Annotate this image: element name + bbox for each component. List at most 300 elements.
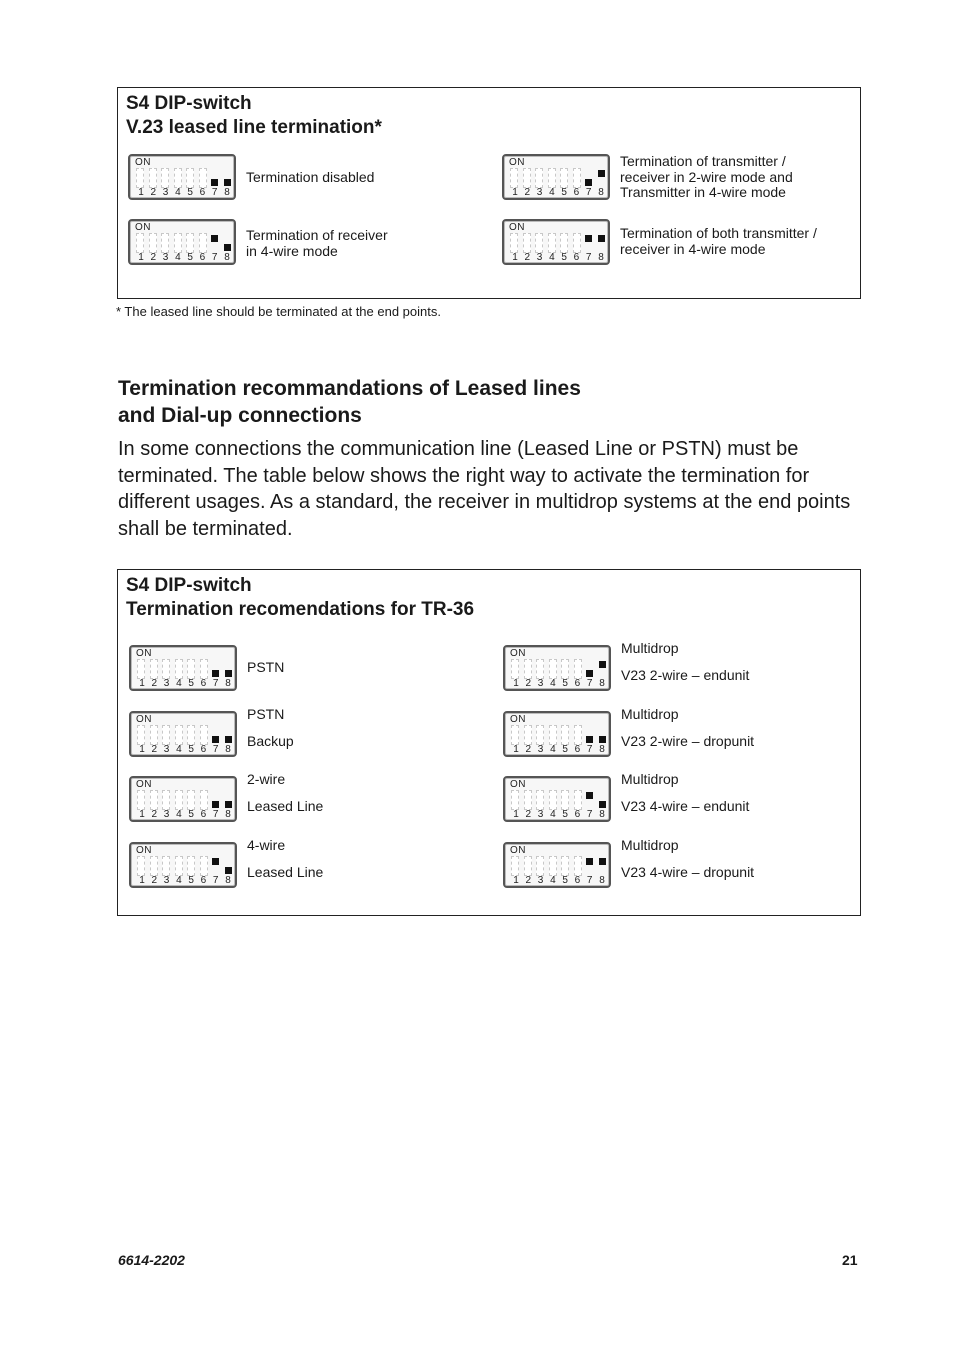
dip-number: 8 — [225, 678, 231, 689]
dip-slot-5 — [560, 168, 568, 188]
dip-slot-7 — [586, 725, 594, 745]
dip-numbers — [509, 187, 607, 198]
v23-title-line2: V.23 leased line termination* — [126, 117, 382, 138]
dip-number: 8 — [225, 809, 231, 820]
dip-number: 2 — [151, 809, 158, 820]
dip-number: 6 — [574, 809, 581, 820]
dip-slot-6 — [200, 725, 208, 745]
dip-switch — [129, 711, 237, 757]
dip-number: 8 — [598, 187, 604, 198]
dip-slot-8 — [599, 659, 607, 679]
dip-number: 6 — [200, 743, 207, 755]
dip-number: 5 — [188, 874, 194, 886]
dip-number: 7 — [212, 874, 219, 886]
dip-numbers — [136, 809, 234, 820]
dip-slot-2 — [524, 790, 532, 810]
dip-slot-1 — [137, 659, 145, 679]
dip-slot-2 — [523, 168, 531, 188]
dip-slot-1 — [511, 790, 519, 810]
dip-slot-3 — [162, 725, 170, 745]
dip-knob-7 — [211, 179, 218, 186]
dip-number: 4 — [550, 874, 556, 886]
dip-numbers — [510, 678, 608, 689]
dip-slot-5 — [561, 856, 569, 876]
dip-slot-1 — [511, 725, 519, 745]
dip-number: 3 — [163, 743, 170, 755]
dip-number: 5 — [562, 874, 568, 886]
dip-number: 5 — [187, 252, 193, 263]
dip-knob-8 — [225, 801, 232, 808]
dip-knob-8 — [598, 170, 605, 177]
tr36-option-line2: Leased Line — [247, 863, 324, 880]
dip-slot-5 — [187, 659, 195, 679]
dip-number: 4 — [550, 809, 556, 820]
dip-switch — [502, 219, 610, 265]
dip-slot-8 — [224, 233, 232, 253]
dip-number: 6 — [573, 252, 580, 263]
v23-option-label-line: Termination disabled — [246, 169, 375, 185]
dip-slot-3 — [536, 856, 544, 876]
dip-on-label: ON — [136, 779, 152, 790]
dip-slot-7 — [212, 659, 220, 679]
dip-switch — [503, 776, 611, 822]
dip-slot-1 — [511, 659, 519, 679]
v23-option-label-line: Termination of receiver — [246, 227, 388, 243]
dip-number: 1 — [513, 809, 519, 820]
page-number: 21 — [842, 1252, 858, 1268]
dip-number: 3 — [537, 874, 544, 886]
dip-number: 7 — [586, 678, 593, 689]
dip-slot-4 — [549, 659, 557, 679]
dip-on-label: ON — [510, 648, 526, 659]
dip-number: 7 — [585, 187, 592, 198]
dip-number: 6 — [573, 187, 580, 198]
dip-slot-3 — [535, 233, 543, 253]
dip-numbers — [136, 678, 234, 689]
dip-number: 4 — [549, 187, 555, 198]
dip-slot-6 — [200, 790, 208, 810]
dip-slot-8 — [599, 725, 607, 745]
dip-on-label: ON — [509, 222, 525, 233]
dip-number: 2 — [525, 678, 532, 689]
dip-number: 7 — [212, 678, 219, 689]
dip-knob-8 — [225, 867, 232, 874]
tr36-option-line1: Multidrop — [621, 705, 679, 722]
tr36-option-label — [247, 832, 323, 886]
dip-knob-7 — [585, 179, 592, 186]
dip-number: 8 — [225, 874, 231, 886]
dip-number: 7 — [211, 187, 218, 198]
dip-slot-8 — [599, 790, 607, 810]
dip-on-label: ON — [136, 648, 152, 659]
dip-slot-7 — [212, 725, 220, 745]
section-heading-line1: Termination recommandations of Leased lines — [118, 377, 581, 400]
dip-slot-4 — [175, 856, 183, 876]
tr36-title-line2: Termination recomendations for TR-36 — [126, 599, 475, 620]
tr36-termination-box — [117, 569, 861, 916]
dip-slot-8 — [224, 168, 232, 188]
dip-number: 3 — [163, 678, 170, 689]
dip-knob-8 — [225, 670, 232, 677]
dip-on-label: ON — [510, 713, 526, 725]
dip-slot-8 — [598, 233, 606, 253]
dip-knob-7 — [586, 792, 593, 799]
dip-slot-4 — [548, 168, 556, 188]
dip-slot-5 — [561, 790, 569, 810]
section-paragraph: In some connections the communication line (Leased Line or PSTN) must be terminated. The table below shows the right way to activate the termination for different usages. As a standard, the receiver in multidrop systems at the end points shall be terminated. — [118, 438, 851, 540]
tr36-option-label — [621, 766, 749, 820]
section-heading — [118, 375, 581, 429]
dip-knob-8 — [225, 736, 232, 743]
tr36-option-line1: PSTN — [247, 659, 285, 675]
dip-on-label: ON — [136, 844, 152, 856]
dip-number: 5 — [188, 743, 194, 755]
dip-number: 2 — [525, 743, 532, 755]
dip-slot-3 — [161, 168, 169, 188]
dip-slot-2 — [524, 725, 532, 745]
dip-number: 2 — [524, 252, 531, 263]
dip-knob-7 — [211, 235, 218, 242]
dip-number: 2 — [151, 743, 158, 755]
dip-number: 7 — [585, 252, 592, 263]
dip-on-label: ON — [135, 222, 151, 233]
tr36-option-label — [621, 832, 754, 886]
dip-slot-6 — [573, 168, 581, 188]
v23-termination-box — [117, 87, 861, 299]
dip-switch — [129, 645, 237, 691]
dip-slot-7 — [211, 168, 219, 188]
dip-number: 5 — [561, 252, 567, 263]
v23-option-label-line: Termination of transmitter / — [620, 153, 786, 169]
dip-slot-1 — [510, 168, 518, 188]
v23-option-label-line: receiver in 4-wire mode — [620, 240, 766, 257]
dip-number: 7 — [212, 743, 219, 755]
dip-numbers — [135, 187, 233, 198]
v23-title-line1: S4 DIP-switch — [126, 93, 252, 114]
dip-slot-6 — [574, 659, 582, 679]
dip-slot-5 — [187, 790, 195, 810]
dip-number: 6 — [199, 252, 206, 263]
dip-numbers — [135, 252, 233, 263]
dip-switch — [129, 842, 237, 888]
dip-number: 5 — [188, 809, 194, 820]
dip-switch — [128, 219, 236, 265]
tr36-option-line1: 4-wire — [247, 836, 286, 853]
dip-on-label: ON — [136, 713, 152, 725]
tr36-option-line2: V23 4-wire – endunit — [621, 798, 750, 814]
dip-slot-2 — [524, 659, 532, 679]
dip-slot-6 — [199, 168, 207, 188]
dip-slot-7 — [211, 233, 219, 253]
tr36-option-line1: Multidrop — [621, 640, 679, 656]
dip-number: 6 — [200, 678, 207, 689]
dip-slot-8 — [225, 725, 233, 745]
dip-number: 3 — [162, 252, 169, 263]
tr36-option-line2: Backup — [247, 732, 294, 749]
footnote: * The leased line should be terminated at the end points. — [116, 304, 441, 319]
dip-number: 3 — [537, 743, 544, 755]
dip-slot-3 — [536, 659, 544, 679]
v23-option-label-line: receiver in 2-wire mode and — [620, 168, 793, 185]
dip-number: 3 — [537, 809, 544, 820]
dip-slot-7 — [585, 168, 593, 188]
v23-option-label — [620, 226, 817, 257]
section-heading-line2: and Dial-up connections — [118, 404, 362, 427]
tr36-option-label — [247, 701, 294, 755]
dip-slot-6 — [574, 725, 582, 745]
tr36-option-line1: PSTN — [247, 705, 285, 722]
dip-slot-5 — [187, 856, 195, 876]
dip-slot-1 — [137, 790, 145, 810]
dip-knob-8 — [598, 235, 605, 242]
dip-slot-2 — [150, 856, 158, 876]
dip-numbers — [509, 252, 607, 263]
dip-number: 2 — [524, 187, 531, 198]
dip-slot-4 — [549, 856, 557, 876]
dip-slot-7 — [586, 856, 594, 876]
tr36-option-line1: 2-wire — [247, 771, 286, 787]
v23-option-label — [246, 228, 388, 259]
dip-numbers — [136, 744, 234, 755]
dip-slot-3 — [535, 168, 543, 188]
dip-number: 4 — [175, 187, 181, 198]
tr36-option-line2: V23 2-wire – dropunit — [621, 732, 755, 749]
dip-number: 1 — [513, 678, 519, 689]
dip-switch — [503, 711, 611, 757]
dip-number: 8 — [599, 678, 605, 689]
dip-switch — [503, 645, 611, 691]
dip-number: 4 — [176, 874, 182, 886]
dip-knob-8 — [599, 801, 606, 808]
dip-slot-2 — [524, 856, 532, 876]
dip-number: 4 — [550, 678, 556, 689]
v23-option-label-line: Transmitter in 4-wire mode — [620, 184, 786, 200]
tr36-option-label — [621, 701, 754, 755]
dip-slot-4 — [175, 725, 183, 745]
dip-slot-7 — [585, 233, 593, 253]
dip-slot-2 — [149, 168, 157, 188]
tr36-option-line2: Leased Line — [247, 798, 324, 814]
dip-slot-8 — [599, 856, 607, 876]
dip-slot-8 — [598, 168, 606, 188]
dip-slot-1 — [136, 168, 144, 188]
dip-slot-3 — [161, 233, 169, 253]
dip-number: 8 — [225, 743, 231, 755]
dip-number: 1 — [139, 809, 145, 820]
dip-number: 8 — [599, 809, 605, 820]
dip-number: 2 — [151, 874, 158, 886]
tr36-option-label — [621, 635, 749, 689]
dip-number: 1 — [139, 743, 145, 755]
dip-number: 6 — [199, 187, 206, 198]
dip-number: 1 — [512, 187, 518, 198]
dip-slot-2 — [150, 790, 158, 810]
dip-number: 1 — [138, 252, 144, 263]
dip-knob-7 — [586, 858, 593, 865]
dip-slot-6 — [200, 856, 208, 876]
dip-slot-7 — [586, 659, 594, 679]
dip-knob-7 — [586, 670, 593, 677]
dip-switch — [128, 154, 236, 200]
dip-numbers — [510, 875, 608, 886]
dip-number: 6 — [574, 874, 581, 886]
dip-slot-1 — [510, 233, 518, 253]
dip-slot-3 — [162, 790, 170, 810]
dip-slot-5 — [561, 659, 569, 679]
dip-slot-4 — [549, 790, 557, 810]
dip-slot-4 — [174, 233, 182, 253]
dip-slot-1 — [137, 856, 145, 876]
dip-slot-5 — [186, 233, 194, 253]
dip-number: 2 — [151, 678, 158, 689]
dip-slot-3 — [162, 659, 170, 679]
dip-knob-7 — [585, 235, 592, 242]
dip-slot-5 — [187, 725, 195, 745]
dip-number: 5 — [187, 187, 193, 198]
dip-knob-7 — [586, 736, 593, 743]
dip-slot-5 — [186, 168, 194, 188]
dip-slot-7 — [212, 790, 220, 810]
dip-on-label: ON — [135, 157, 151, 168]
dip-switch — [129, 776, 237, 822]
dip-slot-7 — [586, 790, 594, 810]
dip-number: 4 — [176, 678, 182, 689]
dip-number: 5 — [561, 187, 567, 198]
dip-number: 8 — [224, 187, 230, 198]
dip-number: 1 — [513, 874, 519, 886]
dip-number: 1 — [512, 252, 518, 263]
tr36-option-line1: Multidrop — [621, 771, 679, 787]
dip-number: 5 — [562, 678, 568, 689]
tr36-option-line2: V23 4-wire – dropunit — [621, 863, 755, 880]
dip-slot-2 — [523, 233, 531, 253]
tr36-box-title — [126, 574, 474, 622]
dip-on-label: ON — [509, 157, 525, 168]
dip-knob-8 — [599, 858, 606, 865]
dip-knob-7 — [212, 736, 219, 743]
dip-number: 6 — [574, 678, 581, 689]
dip-number: 3 — [163, 874, 170, 886]
dip-knob-8 — [599, 736, 606, 743]
dip-number: 2 — [150, 187, 157, 198]
dip-slot-6 — [199, 233, 207, 253]
dip-slot-2 — [150, 725, 158, 745]
dip-number: 5 — [562, 809, 568, 820]
v23-option-label-line: Termination of both transmitter / — [620, 225, 817, 241]
dip-number: 1 — [139, 874, 145, 886]
dip-switch — [503, 842, 611, 888]
dip-knob-8 — [224, 244, 231, 251]
dip-numbers — [510, 809, 608, 820]
dip-slot-6 — [574, 856, 582, 876]
dip-number: 3 — [537, 678, 544, 689]
dip-number: 4 — [176, 809, 182, 820]
dip-slot-2 — [149, 233, 157, 253]
dip-numbers — [136, 875, 234, 886]
tr36-title-line1: S4 DIP-switch — [126, 575, 252, 596]
v23-option-label — [246, 170, 374, 186]
dip-number: 7 — [586, 874, 593, 886]
dip-slot-4 — [175, 790, 183, 810]
dip-knob-7 — [212, 670, 219, 677]
dip-slot-3 — [536, 725, 544, 745]
tr36-option-label — [247, 654, 284, 681]
dip-number: 4 — [176, 743, 182, 755]
dip-slot-1 — [136, 233, 144, 253]
dip-slot-4 — [548, 233, 556, 253]
dip-number: 7 — [586, 809, 593, 820]
dip-slot-2 — [150, 659, 158, 679]
dip-number: 3 — [163, 809, 170, 820]
tr36-option-line2: V23 2-wire – endunit — [621, 667, 750, 683]
dip-number: 7 — [211, 252, 218, 263]
dip-on-label: ON — [510, 779, 526, 790]
dip-knob-8 — [224, 179, 231, 186]
dip-slot-5 — [560, 233, 568, 253]
dip-slot-8 — [225, 790, 233, 810]
dip-slot-6 — [573, 233, 581, 253]
dip-number: 1 — [138, 187, 144, 198]
dip-number: 1 — [139, 678, 145, 689]
dip-slot-3 — [162, 856, 170, 876]
dip-number: 8 — [224, 252, 230, 263]
v23-option-label-line: in 4-wire mode — [246, 242, 338, 259]
tr36-option-line1: Multidrop — [621, 836, 679, 853]
dip-slot-7 — [212, 856, 220, 876]
dip-slot-6 — [574, 790, 582, 810]
dip-knob-8 — [599, 661, 606, 668]
dip-number: 7 — [212, 809, 219, 820]
dip-knob-7 — [212, 801, 219, 808]
dip-number: 7 — [586, 743, 593, 755]
v23-option-label — [620, 154, 793, 201]
dip-slot-8 — [225, 856, 233, 876]
dip-slot-1 — [137, 725, 145, 745]
dip-number: 4 — [550, 743, 556, 755]
dip-slot-3 — [536, 790, 544, 810]
dip-number: 2 — [525, 874, 532, 886]
v23-box-title — [126, 92, 382, 140]
dip-number: 2 — [150, 252, 157, 263]
dip-numbers — [510, 744, 608, 755]
dip-knob-7 — [212, 858, 219, 865]
dip-slot-4 — [175, 659, 183, 679]
dip-number: 3 — [536, 252, 543, 263]
dip-slot-6 — [200, 659, 208, 679]
dip-number: 5 — [562, 743, 568, 755]
dip-number: 8 — [599, 743, 605, 755]
dip-slot-4 — [549, 725, 557, 745]
dip-number: 4 — [175, 252, 181, 263]
dip-number: 3 — [162, 187, 169, 198]
dip-number: 6 — [200, 809, 207, 820]
dip-number: 6 — [574, 743, 581, 755]
dip-number: 5 — [188, 678, 194, 689]
dip-number: 1 — [513, 743, 519, 755]
dip-slot-8 — [225, 659, 233, 679]
dip-slot-5 — [561, 725, 569, 745]
dip-number: 3 — [536, 187, 543, 198]
dip-number: 8 — [599, 874, 605, 886]
dip-slot-1 — [511, 856, 519, 876]
dip-slot-4 — [174, 168, 182, 188]
dip-number: 8 — [598, 252, 604, 263]
dip-number: 6 — [200, 874, 207, 886]
doc-number: 6614-2202 — [118, 1252, 185, 1268]
dip-number: 2 — [525, 809, 532, 820]
tr36-option-label — [247, 766, 323, 820]
dip-on-label: ON — [510, 844, 526, 856]
